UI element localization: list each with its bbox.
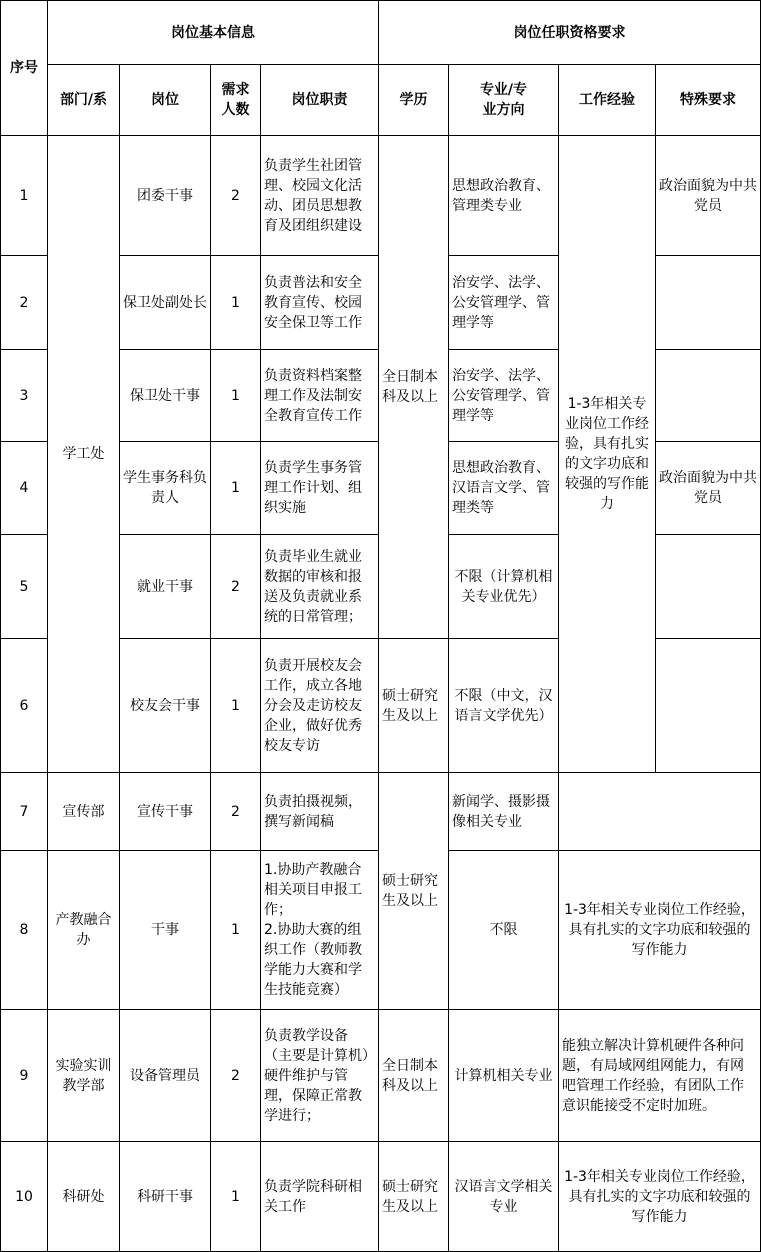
cell-duties: 负责学生社团管理、校园文化活动、团员思想教育及团组织建设 xyxy=(261,136,379,256)
cell-duties: 负责拍摄视频，撰写新闻稿 xyxy=(261,773,379,851)
cell-dept: 产教融合办 xyxy=(48,851,120,1010)
cell-major: 不限（计算机相关专业优先） xyxy=(449,535,559,639)
cell-duties: 负责毕业生就业数据的审核和报送及负责就业系统的日常管理； xyxy=(261,535,379,639)
header-row-groups xyxy=(1,1,761,65)
cell-no: 5 xyxy=(1,535,48,639)
cell-major: 思想政治教育、汉语言文学、管理类等 xyxy=(449,442,559,535)
cell-duties xyxy=(261,851,379,1010)
cell-major: 新闻学、摄影摄像相关专业 xyxy=(449,773,559,851)
cell-experience: 1-3年相关专业岗位工作经验，具有扎实的文字功底和较强的写作能力 xyxy=(559,1142,761,1252)
cell-special: 政治面貌为中共党员 xyxy=(656,442,761,535)
cell-position: 保卫处副处长 xyxy=(120,256,211,350)
cell-position: 宣传干事 xyxy=(120,773,211,851)
header-seq: 序号 xyxy=(1,1,48,136)
cell-experience-merged: 1-3年相关专业岗位工作经验，具有扎实的文字功底和较强的写作能力 xyxy=(559,136,656,773)
header-education: 学历 xyxy=(379,65,449,136)
cell-no: 1 xyxy=(1,136,48,256)
cell-count: 1 xyxy=(211,350,261,442)
table-row xyxy=(1,1010,761,1142)
cell-position: 就业干事 xyxy=(120,535,211,639)
header-row-columns xyxy=(1,65,761,136)
cell-experience: 1-3年相关专业岗位工作经验，具有扎实的文字功底和较强的写作能力 xyxy=(559,851,761,1010)
cell-count: 1 xyxy=(211,442,261,535)
cell-special: 政治面貌为中共党员 xyxy=(656,136,761,256)
cell-position: 校友会干事 xyxy=(120,639,211,773)
cell-special-empty xyxy=(656,350,761,442)
cell-education-merged: 全日制本科及以上 xyxy=(379,136,449,639)
cell-count: 1 xyxy=(211,256,261,350)
cell-duties: 负责教学设备（主要是计算机）硬件维护与管理，保障正常教学进行； xyxy=(261,1010,379,1142)
cell-duties: 负责开展校友会工作，成立各地分会及走访校友企业，做好优秀校友专访 xyxy=(261,639,379,773)
cell-major: 不限（中文，汉语言文学优先） xyxy=(449,639,559,773)
cell-count: 2 xyxy=(211,1010,261,1142)
cell-major: 汉语言文学相关专业 xyxy=(449,1142,559,1252)
cell-education-merged-2: 硕士研究生及以上 xyxy=(379,773,449,1010)
cell-dept: 实验实训教学部 xyxy=(48,1010,120,1142)
cell-no: 4 xyxy=(1,442,48,535)
cell-major: 不限 xyxy=(449,851,559,1010)
header-group-qualification: 岗位任职资格要求 xyxy=(379,1,761,65)
cell-special-empty xyxy=(656,535,761,639)
cell-dept-xuegong: 学工处 xyxy=(48,136,120,773)
cell-no: 10 xyxy=(1,1142,48,1252)
cell-special-empty xyxy=(656,639,761,773)
cell-position: 保卫处干事 xyxy=(120,350,211,442)
cell-count: 2 xyxy=(211,136,261,256)
cell-major: 治安学、法学、公安管理学、管理学等 xyxy=(449,256,559,350)
cell-count: 1 xyxy=(211,1142,261,1252)
cell-position: 设备管理员 xyxy=(120,1010,211,1142)
header-duties: 岗位职责 xyxy=(261,65,379,136)
header-position: 岗位 xyxy=(120,65,211,136)
cell-major: 计算机相关专业 xyxy=(449,1010,559,1142)
header-special: 特殊要求 xyxy=(656,65,761,136)
header-count-text: 需求人数 xyxy=(221,82,250,118)
cell-no: 6 xyxy=(1,639,48,773)
cell-no: 7 xyxy=(1,773,48,851)
cell-dept: 宣传部 xyxy=(48,773,120,851)
cell-no: 8 xyxy=(1,851,48,1010)
cell-count: 2 xyxy=(211,773,261,851)
cell-count: 1 xyxy=(211,639,261,773)
cell-education: 硕士研究生及以上 xyxy=(379,639,449,773)
cell-position: 科研干事 xyxy=(120,1142,211,1252)
cell-major: 思想政治教育、管理类专业 xyxy=(449,136,559,256)
cell-no: 2 xyxy=(1,256,48,350)
cell-position: 团委干事 xyxy=(120,136,211,256)
cell-special-empty xyxy=(656,256,761,350)
header-experience: 工作经验 xyxy=(559,65,656,136)
cell-experience-empty xyxy=(559,773,761,851)
header-dept: 部门/系 xyxy=(48,65,120,136)
table-row xyxy=(1,773,761,851)
duty-line-1: 1.协助产教融合相关项目申报工作； xyxy=(264,862,362,918)
table-row xyxy=(1,1142,761,1252)
table-row xyxy=(1,136,761,256)
cell-no: 3 xyxy=(1,350,48,442)
cell-duties: 负责资料档案整理工作及法制安全教育宣传工作 xyxy=(261,350,379,442)
cell-count: 1 xyxy=(211,851,261,1010)
cell-position: 学生事务科负责人 xyxy=(120,442,211,535)
cell-major: 治安学、法学、公安管理学、管理学等 xyxy=(449,350,559,442)
cell-experience: 能独立解决计算机硬件各种问题，有局域网组网能力，有网吧管理工作经验，有团队工作意识能接受不定时加班。 xyxy=(559,1010,761,1142)
header-major xyxy=(449,65,559,136)
header-group-basic: 岗位基本信息 xyxy=(48,1,379,65)
duty-line-2: 2.协助大赛的组织工作（教师教学能力大赛和学生技能竞赛） xyxy=(264,922,362,998)
cell-duties: 负责普法和安全教育宣传、校园安全保卫等工作 xyxy=(261,256,379,350)
cell-duties: 负责学院科研相关工作 xyxy=(261,1142,379,1252)
cell-duties: 负责学生事务管理工作计划、组织实施 xyxy=(261,442,379,535)
cell-position: 干事 xyxy=(120,851,211,1010)
cell-count: 2 xyxy=(211,535,261,639)
cell-education: 硕士研究生及以上 xyxy=(379,1142,449,1252)
cell-education: 全日制本科及以上 xyxy=(379,1010,449,1142)
cell-dept: 科研处 xyxy=(48,1142,120,1252)
header-major-text: 专业/专业方向 xyxy=(479,82,528,118)
cell-no: 9 xyxy=(1,1010,48,1142)
header-count xyxy=(211,65,261,136)
